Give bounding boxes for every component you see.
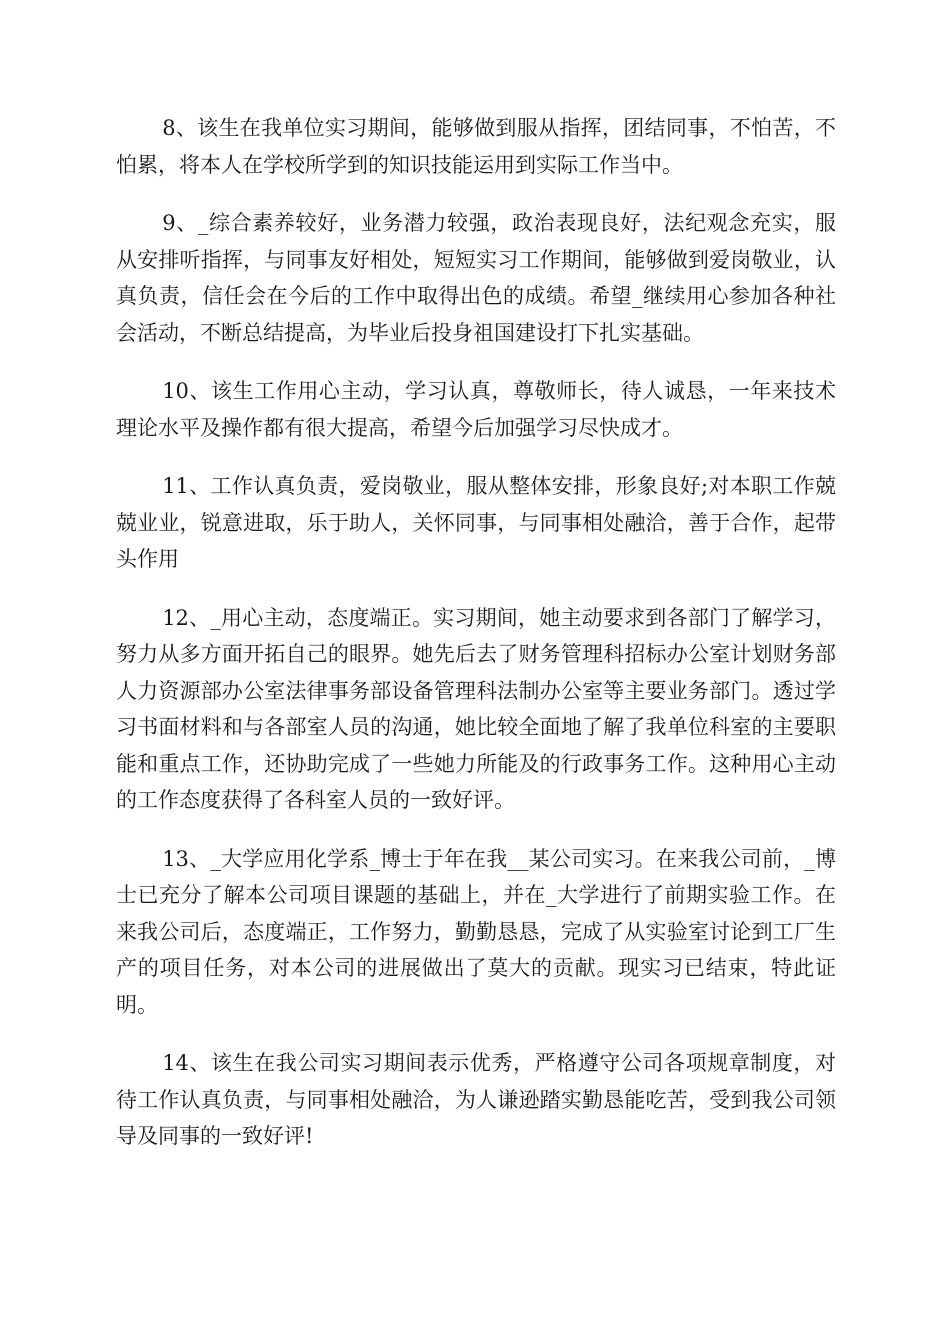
paragraph-9: 9、_综合素养较好，业务潜力较强，政治表现良好，法纪观念充实，服从安排听指挥，与同事友好相处，短短实习工作期间，能够做到爱岗敬业，认真负责，信任会在今后的工作中取得出色的成绩。希望_继续用心参加各种社会活动，不断总结提高，为毕业后投身祖国建设打下扎实基础。 xyxy=(116,211,836,345)
paragraph-14: 14、该生在我公司实习期间表示优秀，严格遵守公司各项规章制度，对待工作认真负责，与同事相处融洽，为人谦逊踏实勤恳能吃苦，受到我公司领导及同事的一致好评! xyxy=(116,1051,836,1148)
paragraph-12: 12、_用心主动，态度端正。实习期间，她主动要求到各部门了解学习，努力从多方面开拓自己的眼界。她先后去了财务管理科招标办公室计划财务部人力资源部办公室法律事务部设备管理科法制办公室等主要业务部门。透过学习书面材料和与各部室人员的沟通，她比较全面地了解了我单位科室的主要职能和重点工作，还协助完成了一些她力所能及的行政事务工作。这种用心主动的工作态度获得了各科室人员的一致好评。 xyxy=(116,605,836,812)
paragraph-11: 11、工作认真负责，爱岗敬业，服从整体安排，形象良好;对本职工作兢兢业业，锐意进取，乐于助人，关怀同事，与同事相处融洽，善于合作，起带头作用 xyxy=(116,474,836,571)
paragraph-10: 10、该生工作用心主动，学习认真，尊敬师长，待人诚恳，一年来技术理论水平及操作都有很大提高，希望今后加强学习尽快成才。 xyxy=(116,379,836,440)
paragraph-8: 8、该生在我单位实习期间，能够做到服从指挥，团结同事，不怕苦，不怕累，将本人在学校所学到的知识技能运用到实际工作当中。 xyxy=(116,116,836,177)
paragraph-13: 13、_大学应用化学系_博士于年在我__某公司实习。在来我公司前，_博士已充分了解本公司项目课题的基础上，并在_大学进行了前期实验工作。在来我公司后，态度端正，工作努力，勤勤恳恳，完成了从实验室讨论到工厂生产的项目任务，对本公司的进展做出了莫大的贡献。现实习已结束，特此证明。 xyxy=(116,846,836,1017)
